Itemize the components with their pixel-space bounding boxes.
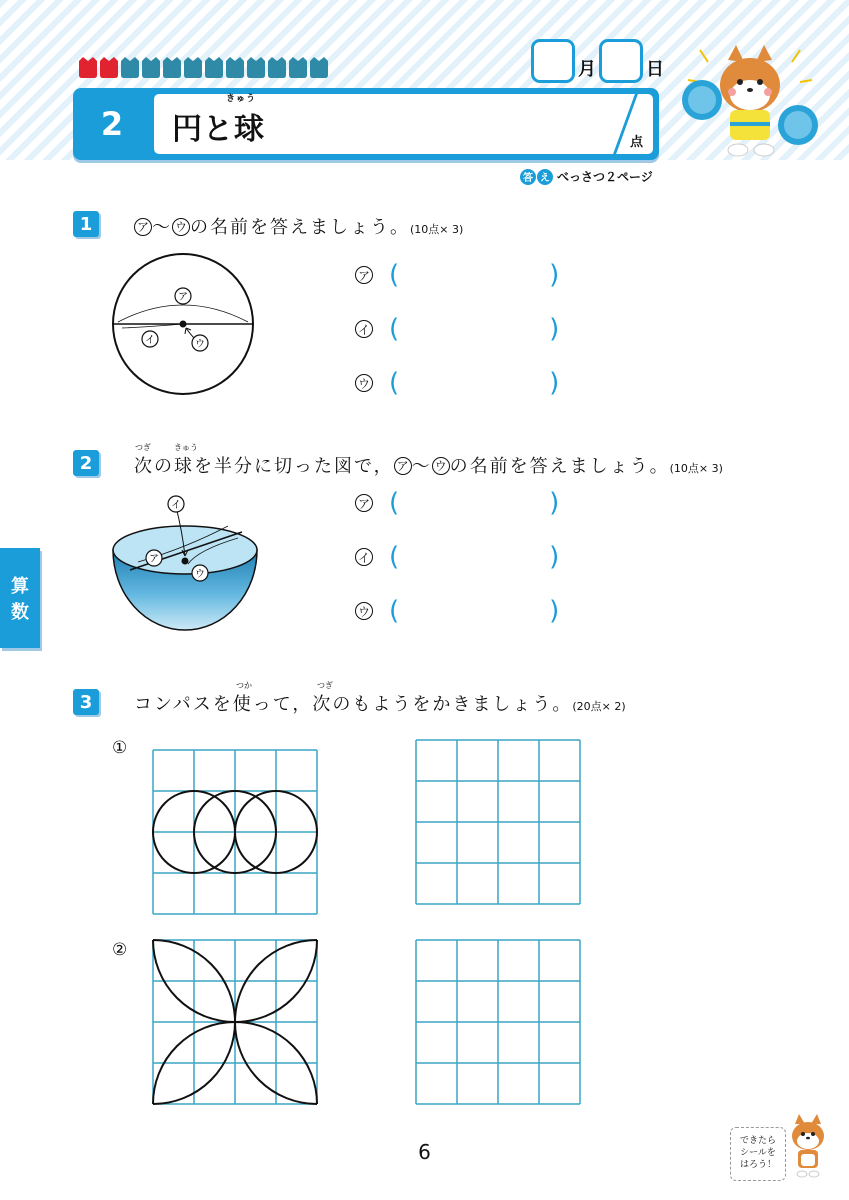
subject-tab bbox=[0, 548, 40, 648]
sticker-line-1: できたら bbox=[739, 1136, 776, 1147]
ruby-tsugi: つぎ bbox=[317, 681, 333, 690]
progress-block bbox=[225, 57, 245, 79]
label-u: ウ bbox=[172, 218, 190, 236]
progress-block bbox=[246, 57, 266, 79]
day-label: 日 bbox=[646, 59, 664, 80]
progress-block bbox=[162, 57, 182, 79]
section-number: 2 bbox=[100, 105, 124, 143]
answer-label: ウ bbox=[355, 602, 373, 620]
question-2-points: (10点× 3) bbox=[669, 462, 723, 475]
answer-label: ア bbox=[355, 494, 373, 512]
subject-tab-char-2: 数 bbox=[11, 602, 29, 623]
title-banner bbox=[73, 88, 659, 160]
question-3-text bbox=[134, 681, 626, 716]
question-1-number: 1 bbox=[73, 211, 99, 237]
answer-row: イ ( ) bbox=[355, 302, 559, 356]
diagram-label-u: ウ bbox=[195, 339, 205, 350]
question-1-text bbox=[134, 213, 463, 239]
ruby-kyuu: きゅう bbox=[174, 443, 198, 452]
diagram-label-u: ウ bbox=[195, 569, 205, 580]
progress-blocks bbox=[78, 57, 329, 79]
diagram-label-a: ア bbox=[149, 554, 159, 565]
answer-row: ア ( ) bbox=[355, 476, 559, 530]
sticker-line-2: シールを bbox=[740, 1148, 776, 1159]
progress-block bbox=[99, 57, 119, 79]
label-a: ア bbox=[134, 218, 152, 236]
answer-label: ウ bbox=[355, 374, 373, 392]
answer-label: イ bbox=[355, 548, 373, 566]
small-mascot-illustration bbox=[783, 1112, 833, 1182]
pattern-1-sample bbox=[152, 749, 318, 915]
score-unit: 点 bbox=[629, 135, 643, 150]
day-input[interactable] bbox=[599, 39, 643, 83]
answer-row: イ ( ) bbox=[355, 530, 559, 584]
tilde: ～ bbox=[411, 456, 432, 477]
month-input[interactable] bbox=[531, 39, 575, 83]
question-3-instruction: コンパスを使って，次のもようをかきましょう。 bbox=[134, 694, 573, 715]
page-number: 6 bbox=[418, 1140, 431, 1164]
month-label: 月 bbox=[578, 59, 596, 80]
progress-block bbox=[78, 57, 98, 79]
question-2-answers bbox=[355, 476, 559, 638]
question-2-number: 2 bbox=[73, 450, 99, 476]
ruby-tsugi: つぎ bbox=[135, 443, 151, 452]
question-1-instruction: の名前を答えましょう。 bbox=[190, 217, 410, 238]
progress-block bbox=[288, 57, 308, 79]
pattern-2-practice-grid[interactable] bbox=[415, 939, 581, 1105]
progress-block bbox=[141, 57, 161, 79]
question-3-points: (20点× 2) bbox=[572, 700, 626, 713]
pattern-2-sample bbox=[152, 939, 318, 1105]
progress-block bbox=[120, 57, 140, 79]
hemisphere-diagram bbox=[108, 490, 268, 640]
title-ruby: きゅう bbox=[226, 94, 257, 104]
pattern-1-practice-grid[interactable] bbox=[415, 739, 581, 905]
question-3-number: 3 bbox=[73, 689, 99, 715]
title-box bbox=[154, 94, 653, 154]
answer-reference bbox=[520, 168, 653, 185]
progress-block bbox=[183, 57, 203, 79]
diagram-label-i: イ bbox=[145, 335, 155, 346]
sticker-line-3: はろう！ bbox=[739, 1159, 776, 1170]
question-1-points: (10点× 3) bbox=[410, 223, 464, 236]
question-2-instruction: の名前を答えましょう。 bbox=[449, 456, 670, 477]
answer-row: ア ( ) bbox=[355, 248, 559, 302]
part-2-label: ② bbox=[112, 940, 128, 960]
question-1-answers bbox=[355, 248, 559, 410]
mascot-illustration bbox=[680, 40, 820, 169]
answer-label: ア bbox=[355, 266, 373, 284]
sticker-slot[interactable] bbox=[730, 1127, 786, 1181]
question-2-head: 次の球を半分に切った図で， bbox=[134, 456, 394, 477]
answer-label: イ bbox=[355, 320, 373, 338]
answer-badge-1: 答 bbox=[520, 169, 536, 185]
answer-row: ウ ( ) bbox=[355, 356, 559, 410]
label-u: ウ bbox=[432, 457, 450, 475]
subject-tab-char-1: 算 bbox=[11, 576, 29, 597]
part-1-label: ① bbox=[112, 738, 128, 758]
tilde: ～ bbox=[152, 217, 172, 238]
answer-ref-text: べっさつ２ページ bbox=[557, 170, 653, 184]
progress-block bbox=[267, 57, 287, 79]
answer-badge-2: え bbox=[537, 169, 553, 185]
ruby-tsuka: つか bbox=[236, 681, 252, 690]
progress-block bbox=[204, 57, 224, 79]
circle-diagram bbox=[108, 250, 258, 400]
diagram-label-a: ア bbox=[178, 292, 188, 303]
page-title: 円と球 bbox=[172, 112, 265, 147]
date-field bbox=[531, 39, 667, 83]
answer-row: ウ ( ) bbox=[355, 584, 559, 638]
question-2-text bbox=[134, 443, 723, 478]
diagram-label-i: イ bbox=[171, 500, 181, 511]
label-a: ア bbox=[394, 457, 412, 475]
progress-block bbox=[309, 57, 329, 79]
